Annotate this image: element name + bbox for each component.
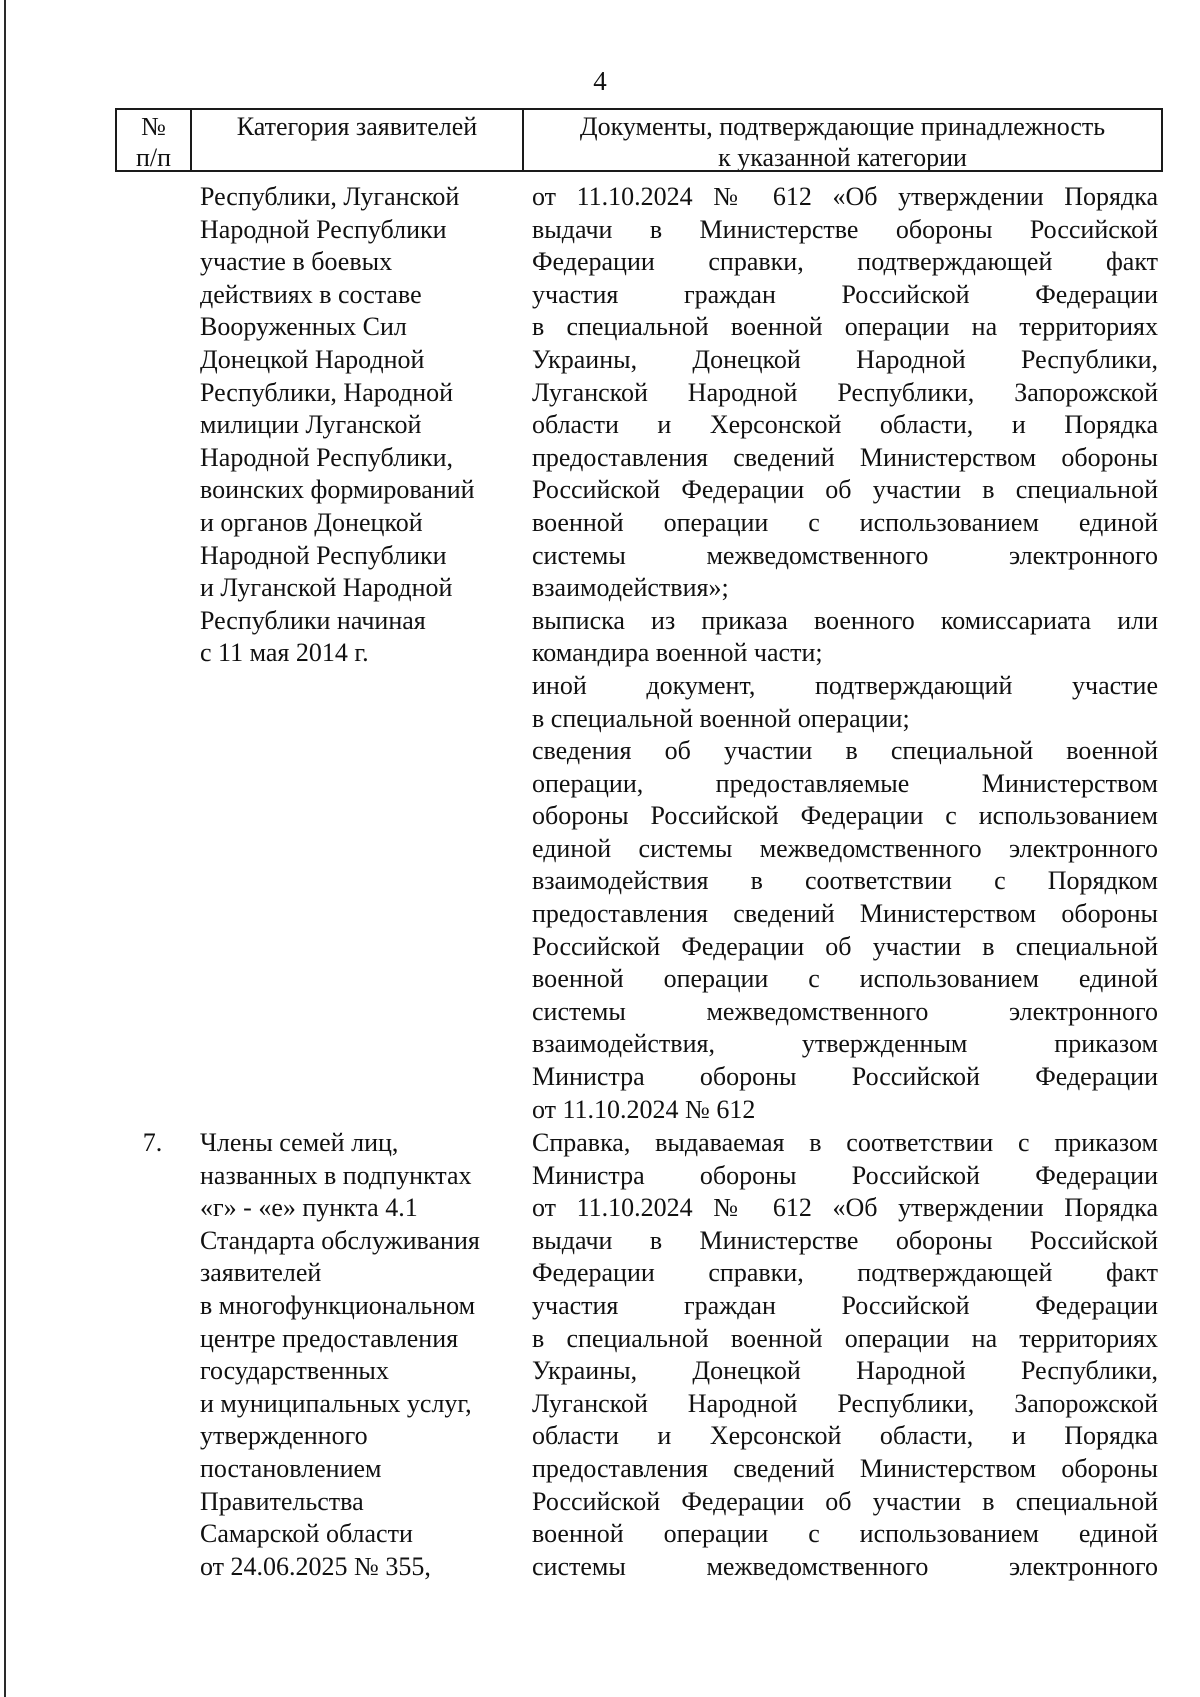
category-line: «г» - «е» пункта 4.1 <box>200 1193 418 1223</box>
document-line: в специальной военной операции на территориях <box>532 312 1158 342</box>
document-line: области и Херсонской области, и Порядка <box>532 1421 1158 1451</box>
category-line: Республики, Луганской <box>200 182 460 211</box>
category-line: заявителей <box>200 1258 322 1288</box>
document-line: Министра обороны Российской Федерации <box>532 1062 1158 1092</box>
document-line: военной операции с использованием единой <box>532 1519 1158 1549</box>
document-line: взаимодействия»; <box>532 573 729 603</box>
document-line: Федерации справки, подтверждающей факт <box>532 1258 1158 1288</box>
document-line: от 11.10.2024 № 612 «Об утверждении Порядка <box>532 182 1158 211</box>
category-line: и муниципальных услуг, <box>200 1388 472 1418</box>
header-number-label-2: п/п <box>135 143 172 170</box>
category-line: в многофункциональном <box>200 1290 476 1320</box>
document-line: Федерации справки, подтверждающей факт <box>532 247 1158 277</box>
document-line: обороны Российской Федерации с использованием <box>532 801 1158 831</box>
document-line: системы межведомственного электронного <box>532 1551 1158 1581</box>
category-line: действиях в составе <box>200 279 422 309</box>
header-category-column <box>192 110 524 170</box>
document-line: Российской Федерации об участии в специальной <box>532 475 1158 505</box>
document-line: операции, предоставляемые Министерством <box>532 768 1158 798</box>
document-line: Министра обороны Российской Федерации <box>532 1160 1158 1190</box>
document-line: военной операции с использованием единой <box>532 964 1158 994</box>
category-line: Стандарта обслуживания <box>200 1225 480 1255</box>
category-line: от 24.06.2025 № 355, <box>200 1551 431 1581</box>
category-line: Республики начиная <box>200 605 426 635</box>
document-line: области и Херсонской области, и Порядка <box>532 410 1158 440</box>
document-line: единой системы межведомственного электронного <box>532 833 1158 863</box>
table-header <box>115 108 1163 172</box>
document-line: выписка из приказа военного комиссариата или <box>532 605 1158 635</box>
document-line: выдачи в Министерстве обороны Российской <box>532 214 1158 244</box>
document-line: военной операции с использованием единой <box>532 507 1158 537</box>
category-line: государственных <box>200 1356 389 1386</box>
category-line: милиции Луганской <box>200 410 422 440</box>
scan-edge-line <box>4 0 6 1697</box>
category-line: участие в боевых <box>200 247 393 277</box>
document-line: Российской Федерации об участии в специальной <box>532 1486 1158 1516</box>
category-line: Народной Республики <box>200 214 447 244</box>
category-line: Вооруженных Сил <box>200 312 407 342</box>
category-line: и Луганской Народной <box>200 573 453 603</box>
document-line: предоставления сведений Министерством обороны <box>532 1453 1158 1483</box>
category-line: Самарской области <box>200 1519 413 1549</box>
document-line: от 11.10.2024 № 612 «Об утверждении Порядка <box>532 1193 1158 1223</box>
document-line: Луганской Народной Республики, Запорожской <box>532 1388 1158 1418</box>
document-line: предоставления сведений Министерством обороны <box>532 442 1158 472</box>
category-line: Республики, Народной <box>200 377 454 407</box>
category-line: Народной Республики <box>200 540 447 570</box>
category-line: Народной Республики, <box>200 442 454 472</box>
document-line: сведения об участии в специальной военной <box>532 736 1158 766</box>
category-line: воинских формирований <box>200 475 475 505</box>
document-line: предоставления сведений Министерством обороны <box>532 899 1158 929</box>
document-line: иной документ, подтверждающий участие <box>532 670 1158 700</box>
category-line: утвержденного <box>200 1421 368 1451</box>
row-6-documents <box>532 181 1158 1126</box>
document-line: Луганской Народной Республики, Запорожской <box>532 377 1158 407</box>
header-documents-column <box>524 110 1161 170</box>
category-line: Члены семей лиц, <box>200 1128 399 1157</box>
document-line: от 11.10.2024 № 612 <box>532 1094 756 1124</box>
category-line: с 11 мая 2014 г. <box>200 638 369 668</box>
category-line: центре предоставления <box>200 1323 459 1353</box>
document-line: участия граждан Российской Федерации <box>532 279 1158 309</box>
header-category-label: Категория заявителей <box>236 112 478 141</box>
document-line: в специальной военной операции; <box>532 703 910 733</box>
document-line: Российской Федерации об участии в специальной <box>532 931 1158 961</box>
document-line: взаимодействия, утвержденным приказом <box>532 1029 1158 1059</box>
document-line: Украины, Донецкой Народной Республики, <box>532 344 1158 374</box>
document-line: в специальной военной операции на территориях <box>532 1323 1158 1353</box>
document-line: Украины, Донецкой Народной Республики, <box>532 1356 1158 1386</box>
header-number-label-1: № <box>141 112 166 141</box>
document-line: командира военной части; <box>532 638 823 668</box>
row-6-category <box>200 181 512 670</box>
document-line: участия граждан Российской Федерации <box>532 1290 1158 1320</box>
document-line: выдачи в Министерстве обороны Российской <box>532 1225 1158 1255</box>
row-7-category <box>200 1127 512 1583</box>
document-line: системы межведомственного электронного <box>532 996 1158 1026</box>
category-line: постановлением <box>200 1453 382 1483</box>
row-7-number: 7. <box>142 1128 163 1157</box>
category-line: названных в подпунктах <box>200 1160 472 1190</box>
row-7-documents <box>532 1127 1158 1583</box>
document-line: Справка, выдаваемая в соответствии с приказом <box>532 1128 1158 1157</box>
page-number: 4 <box>593 66 607 96</box>
category-line: Правительства <box>200 1486 364 1516</box>
header-number-column <box>117 110 192 170</box>
category-line: Донецкой Народной <box>200 344 425 374</box>
header-documents-label-1: Документы, подтверждающие принадлежность <box>579 112 1106 141</box>
document-line: системы межведомственного электронного <box>532 540 1158 570</box>
header-documents-label-2: к указанной категории <box>718 143 967 170</box>
document-line: взаимодействия в соответствии с Порядком <box>532 866 1158 896</box>
category-line: и органов Донецкой <box>200 507 423 537</box>
